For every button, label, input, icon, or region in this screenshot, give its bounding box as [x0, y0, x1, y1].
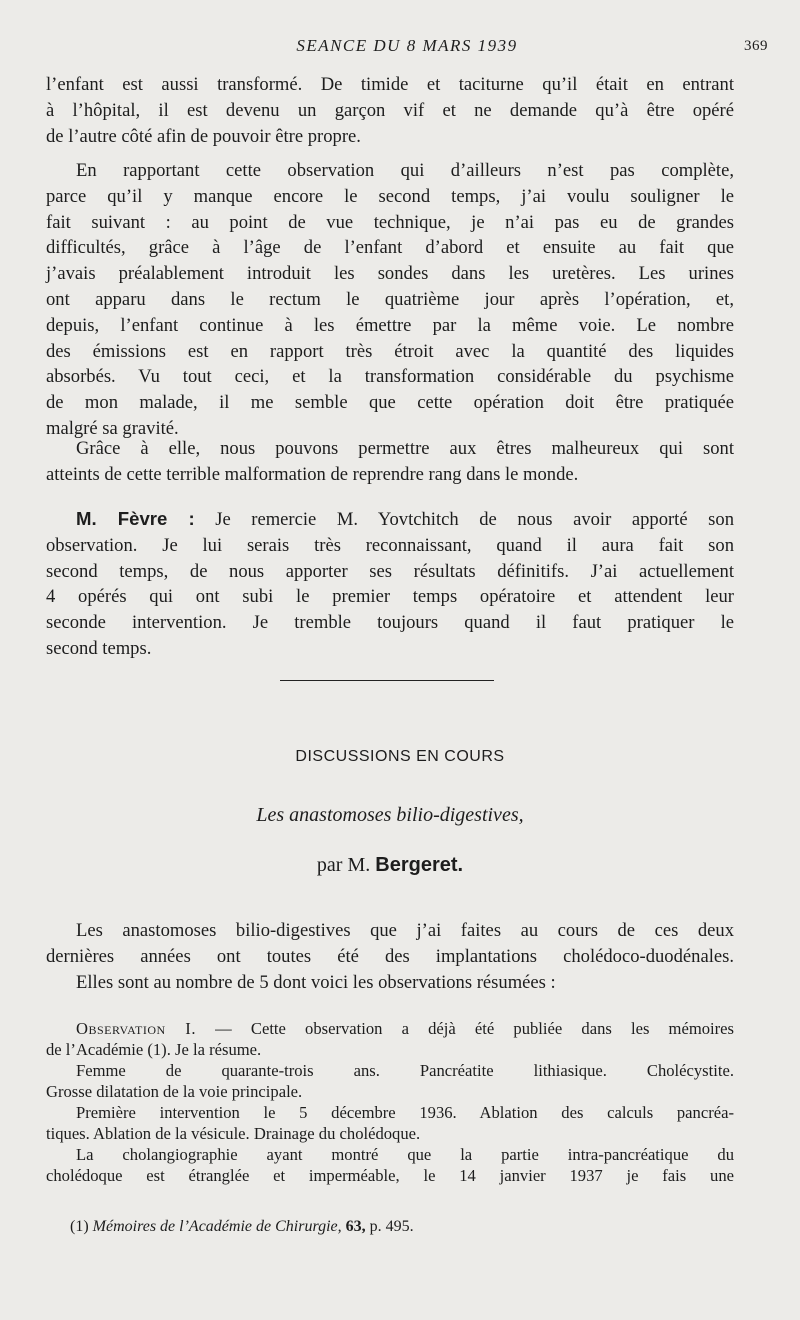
paragraph-fevre-remarks	[46, 506, 734, 662]
section-divider	[280, 680, 494, 681]
observation-block	[46, 1018, 734, 1186]
text-line: de mon malade, il me semble que cette opération doit être pratiquée	[46, 392, 734, 414]
text-line	[46, 1018, 734, 1039]
footnote	[70, 1218, 414, 1236]
observation-intro: — Cette observation a déjà été publiée dans les mémoires	[215, 1019, 734, 1038]
text-line	[46, 506, 734, 533]
text-line: j’avais préalablement introduit les sondes dans les uretères. Les urines	[46, 263, 734, 285]
paragraph-continuation	[46, 72, 734, 149]
running-header-title: SEANCE DU 8 MARS 1939	[296, 36, 518, 55]
text-line: La cholangiographie ayant montré que la partie intra-pancréatique du	[76, 1145, 734, 1164]
text-line: tiques. Ablation de la vésicule. Drainage du cholédoque.	[46, 1124, 421, 1143]
text-line: malgré sa gravité.	[46, 417, 179, 439]
text-line: depuis, l’enfant continue à les émettre par la même voie. Le nombre	[46, 314, 734, 336]
footnote-source: Mémoires de l’Académie de Chirurgie,	[92, 1218, 342, 1235]
text-line: second temps.	[46, 637, 152, 659]
author-prefix: par M.	[316, 854, 371, 876]
text-line: Grâce à elle, nous pouvons permettre aux êtres malheureux qui sont	[76, 438, 734, 459]
speaker-text: Je remercie M. Yovtchitch de nous avoir apporté son	[215, 509, 734, 530]
footnote-marker: (1)	[70, 1218, 89, 1235]
author-name: Bergeret.	[375, 854, 464, 876]
text-line: cholédoque est étranglée et imperméable, le 14 janvier 1937 je fais une	[46, 1166, 734, 1185]
text-line: difficultés, grâce à l’âge de l’enfant d’abord et ensuite au fait que	[46, 237, 734, 259]
text-line: ont apparu dans le rectum le quatrième jour après l’opération, et,	[46, 288, 734, 310]
text-line: seconde intervention. Je tremble toujours quand il faut pratiquer le	[46, 612, 734, 634]
text-line: absorbés. Vu tout ceci, et la transformation considérable du psychisme	[46, 366, 734, 388]
text-line: dernières années ont toutes été des implantations cholédoco-duodénales.	[46, 945, 734, 967]
article-author	[0, 854, 780, 877]
text-line: de l’Académie (1). Je la résume.	[46, 1040, 262, 1059]
text-line: de l’autre côté afin de pouvoir être propre.	[46, 125, 361, 147]
text-line: Les anastomoses bilio-digestives que j’ai faites au cours de ces deux	[76, 920, 734, 941]
section-heading: DISCUSSIONS EN COURS	[295, 748, 505, 765]
text-line: l’enfant est aussi transformé. De timide et taciturne qu’il était en entrant	[46, 74, 734, 95]
footnote-pages: p. 495.	[369, 1218, 414, 1235]
article-title: Les anastomoses bilio-digestives,	[256, 804, 524, 826]
paragraph-intro	[46, 918, 734, 995]
text-line: second temps, de nous apporter ses résultats définitifs. J’ai actuellement	[46, 560, 734, 582]
text-line: Femme de quarante-trois ans. Pancréatite lithiasique. Cholécystite.	[76, 1061, 734, 1080]
text-line: Elles sont au nombre de 5 dont voici les observations résumées :	[76, 971, 556, 993]
text-line: Première intervention le 5 décembre 1936. Ablation des calculs pancréa-	[76, 1103, 734, 1122]
text-line: observation. Je lui serais très reconnaissant, quand il aura fait son	[46, 534, 734, 556]
text-line: à l’hôpital, il est devenu un garçon vif et ne demande qu’à être opéré	[46, 99, 734, 121]
speaker-name: M. Fèvre :	[76, 508, 195, 529]
text-line: 4 opérés qui ont subi le premier temps opératoire et attendent leur	[46, 586, 734, 608]
paragraph-observation-comment	[46, 158, 734, 442]
text-line: atteints de cette terrible malformation de reprendre rang dans le monde.	[46, 463, 579, 485]
paragraph-conclusion	[46, 436, 734, 488]
text-line: fait suivant : au point de vue technique, je n’ai pas eu de grandes	[46, 211, 734, 233]
footnote-volume: 63,	[345, 1218, 366, 1235]
page-number: 369	[744, 38, 768, 54]
observation-label: Observation I.	[76, 1019, 196, 1038]
text-line: Grosse dilatation de la voie principale.	[46, 1082, 303, 1101]
running-header	[46, 36, 768, 58]
text-line: parce qu’il y manque encore le second temps, j’ai voulu souligner le	[46, 185, 734, 207]
text-line: des émissions est en rapport très étroit avec la quantité des liquides	[46, 340, 734, 362]
text-line: En rapportant cette observation qui d’ailleurs n’est pas complète,	[76, 160, 734, 181]
